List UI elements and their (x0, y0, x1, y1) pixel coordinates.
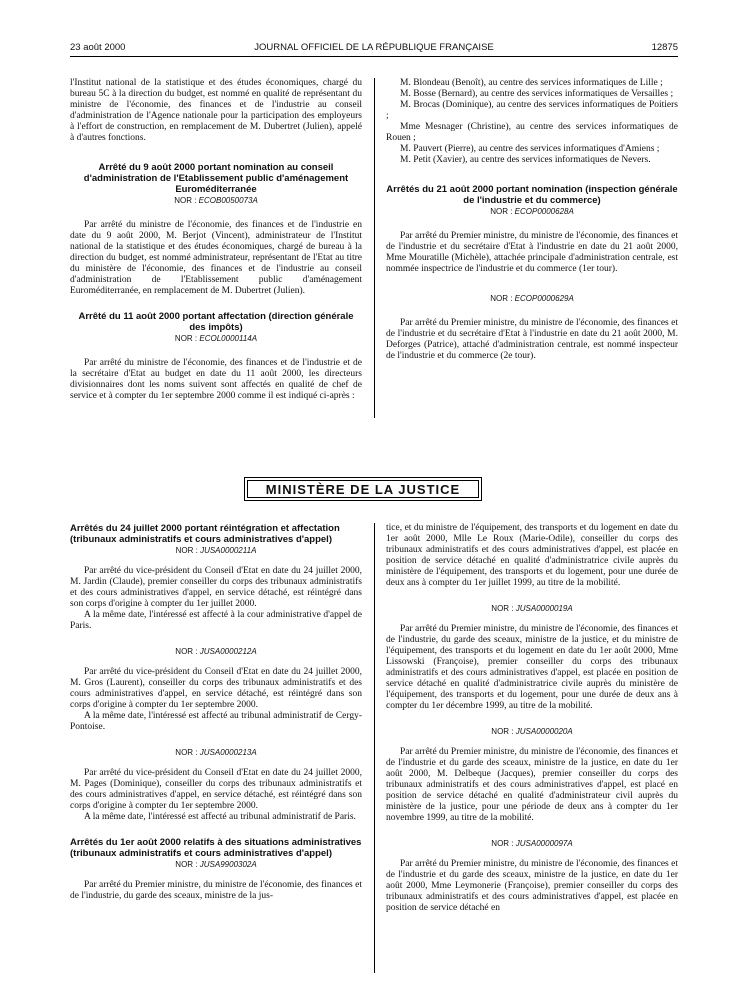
column-divider (374, 523, 375, 973)
bottom-right-column (386, 523, 678, 914)
nor-reference: NOR : JUSA0000097A (491, 839, 573, 848)
article-body: Par arrêté du Premier ministre, du ministre de l'économie, des finances et de l'industrie et du garde des sceaux, ministre de la justice, en date du 1er août 2000, M. Delbeque (Jacques), premier conseiller du corps des tribunaux administratifs et des cours administratives d'appel, est placé en position de service détaché en qualité d'administrateur civil auprès du ministère de la justice, pour une période de deux ans à compter du 1er novembre 1999, au titre de la mobilité. (386, 747, 678, 823)
list-item: M. Brocas (Dominique), au centre des services informatiques de Poitiers ; (386, 100, 678, 121)
bottom-left-column (70, 523, 362, 902)
list-item: M. Pauvert (Pierre), au centre des services informatiques d'Amiens ; (400, 144, 660, 154)
article-body: Par arrêté du Premier ministre, du ministre de l'économie, des finances et de l'industrie et du secrétaire d'Etat à l'industrie en date du 21 août 2000, Mme Mouratille (Michèle), attachée principale d'administration centrale, est nommée inspectrice de l'industrie et du commerce (1er tour). (386, 231, 678, 274)
column-divider (374, 78, 375, 418)
nor-reference: NOR : ECOP0000628A (490, 207, 574, 216)
top-left-column (70, 78, 362, 402)
nor-reference: NOR : JUSA9900302A (175, 860, 257, 869)
nor-reference: NOR : ECOL0000114A (174, 334, 258, 343)
nor-reference: NOR : JUSA0000020A (491, 727, 573, 736)
article-body: Par arrêté du vice-président du Conseil d'Etat en date du 24 juillet 2000, M. Jardin (Claude), premier conseiller du corps des tribunaux administratifs et des cours administratives d'appel, en service détaché, est réintégré dans son corps d'origine à compter du 1er juillet 2000. (70, 566, 362, 609)
page-header (70, 42, 678, 56)
article-body: Par arrêté du ministre de l'économie, des finances et de l'industrie en date du 9 août 2000, M. Berjot (Vincent), administrateur de l'Institut national de la statistique et des études économiques, chargé de bureau à la direction du budget, est nommé administrateur, représentant de l'Etat au titre du ministère de l'économie, des finances et de l'industrie au conseil d'administration de l'Etablissement public d'aménagement Euroméditerranée, en remplacement de M. Dubertret (Julien). (70, 220, 362, 296)
article-body: Par arrêté du Premier ministre, du ministre de l'économie, des finances et de l'industrie, du garde des sceaux, ministre de la justice, et du ministre de l'équipement, des transports et du logement en date du 1er août 2000, Mme Lissowski (Françoise), premier conseiller du corps des tribunaux administratifs et des cours administratives d'appel, est placée en position de service détaché en qualité d'administratrice civile auprès du ministère de l'équipement, des transports et du logement, pour une durée de deux ans à compter du 1er décembre 1999, au titre de la mobilité. (386, 624, 678, 711)
article-body: A la même date, l'intéressé est affecté au tribunal administratif de Cergy-Pontoise. (70, 711, 362, 732)
article-title: Arrêtés du 21 août 2000 portant nomination (inspection générale de l'industrie et du commerce) (386, 184, 678, 206)
nor-reference: NOR : ECOB0050073A (174, 196, 258, 205)
list-item: M. Blondeau (Benoît), au centre des services informatiques de Lille ; (400, 78, 663, 88)
header-rule (70, 56, 678, 57)
nor-reference: NOR : JUSA0000212A (175, 647, 257, 656)
article-title: Arrêté du 11 août 2000 portant affectation (direction générale des impôts) (78, 311, 354, 333)
article-body: A la même date, l'intéressé est affecté à la cour administrative d'appel de Paris. (70, 610, 362, 631)
article-body: Par arrêté du Premier ministre, du ministre de l'économie, des finances et de l'industrie et du secrétaire d'Etat à l'industrie en date du 21 août 2000, M. Deforges (Patrice), attaché d'administration centrale, est nommé inspecteur de l'industrie et du commerce (2e tour). (386, 318, 678, 361)
article-body: Par arrêté du Premier ministre, du ministre de l'économie, des finances et de l'industrie et du garde des sceaux, ministre de la justice, en date du 1er août 2000, Mme Leymonerie (Françoise), premier conseiller du corps des tribunaux administratifs et des cours administratives d'appel, est placée en position de service détaché en (386, 859, 678, 913)
article-body: Par arrêté du ministre de l'économie, des finances et de l'industrie et de la secrétaire d'Etat au budget en date du 11 août 2000, les directeurs divisionnaires dont les noms suivent sont affectés en qualité de chef de service et à compter du 1er septembre 2000 comme il est indiqué ci-après : (70, 358, 362, 401)
list-item: M. Petit (Xavier), au centre des services informatiques de Nevers. (400, 155, 651, 165)
header-journal-title: JOURNAL OFFICIEL DE LA RÉPUBLIQUE FRANÇAISE (254, 42, 494, 53)
header-date: 23 août 2000 (70, 42, 126, 53)
ministry-heading: MINISTÈRE DE LA JUSTICE (265, 481, 461, 497)
header-page-number: 12875 (651, 42, 678, 53)
article-body: Par arrêté du vice-président du Conseil d'Etat en date du 24 juillet 2000, M. Gros (Laurent), conseiller du corps des tribunaux administratifs et des cours administratives d'appel, en service détaché, est réintégré dans son corps d'origine à compter du 1er septembre 2000. (70, 667, 362, 710)
article-title: Arrêtés du 1er août 2000 relatifs à des situations administratives (tribunaux administratifs et cours administratives d'appel) (70, 837, 362, 859)
nor-reference: NOR : JUSA0000211A (175, 546, 257, 555)
article-body: Par arrêté du Premier ministre, du ministre de l'économie, des finances et de l'industrie, du garde des sceaux, ministre de la jus- (70, 880, 362, 901)
ministry-heading-box (244, 477, 482, 501)
article-body: Par arrêté du vice-président du Conseil d'Etat en date du 24 juillet 2000, M. Pages (Dominique), conseiller du corps des tribunaux administratifs et des cours administratives d'appel, en service détaché, est réintégré dans son corps d'origine à compter du 1er septembre 2000. (70, 768, 362, 811)
article-title: Arrêté du 9 août 2000 portant nomination au conseil d'administration de l'Etablissement public d'aménagement Euroméditerranée (83, 162, 349, 195)
intro-paragraph: l'Institut national de la statistique et des études économiques, chargé du bureau 5C à la direction du budget, est nommé en qualité de représentant du ministre de l'économie, des finances et de l'industrie au conseil d'administration de l'Agence nationale pour la participation des employeurs à l'effort de construction, en remplacement de M. Dubertret (Julien), appelé à d'autres fonctions. (70, 78, 362, 143)
article-body: A la même date, l'intéressé est affecté au tribunal administratif de Paris. (84, 812, 356, 822)
list-item: Mme Mesnager (Christine), au centre des services informatiques de Rouen ; (386, 122, 678, 143)
nor-reference: NOR : JUSA0000213A (175, 748, 257, 757)
nor-reference: NOR : JUSA0000019A (491, 604, 573, 613)
top-right-column (386, 78, 678, 362)
article-body-continuation: tice, et du ministre de l'équipement, des transports et du logement en date du 1er août 2000, Mlle Le Roux (Marie-Odile), conseiller du corps des tribunaux administratifs et des cours administratives d'appel, est placée en position de service détaché en qualité d'administratrice civile auprès du ministère de l'équipement, des transports et du logement, pour une durée de deux ans à compter du 1er juillet 1999, au titre de la mobilité. (386, 523, 678, 588)
article-title: Arrêtés du 24 juillet 2000 portant réintégration et affectation (tribunaux administratifs et cours administratives d'appel) (70, 523, 340, 545)
list-item: M. Bosse (Bernard), au centre des services informatiques de Versailles ; (400, 89, 674, 99)
nor-reference: NOR : ECOP0000629A (490, 294, 574, 303)
